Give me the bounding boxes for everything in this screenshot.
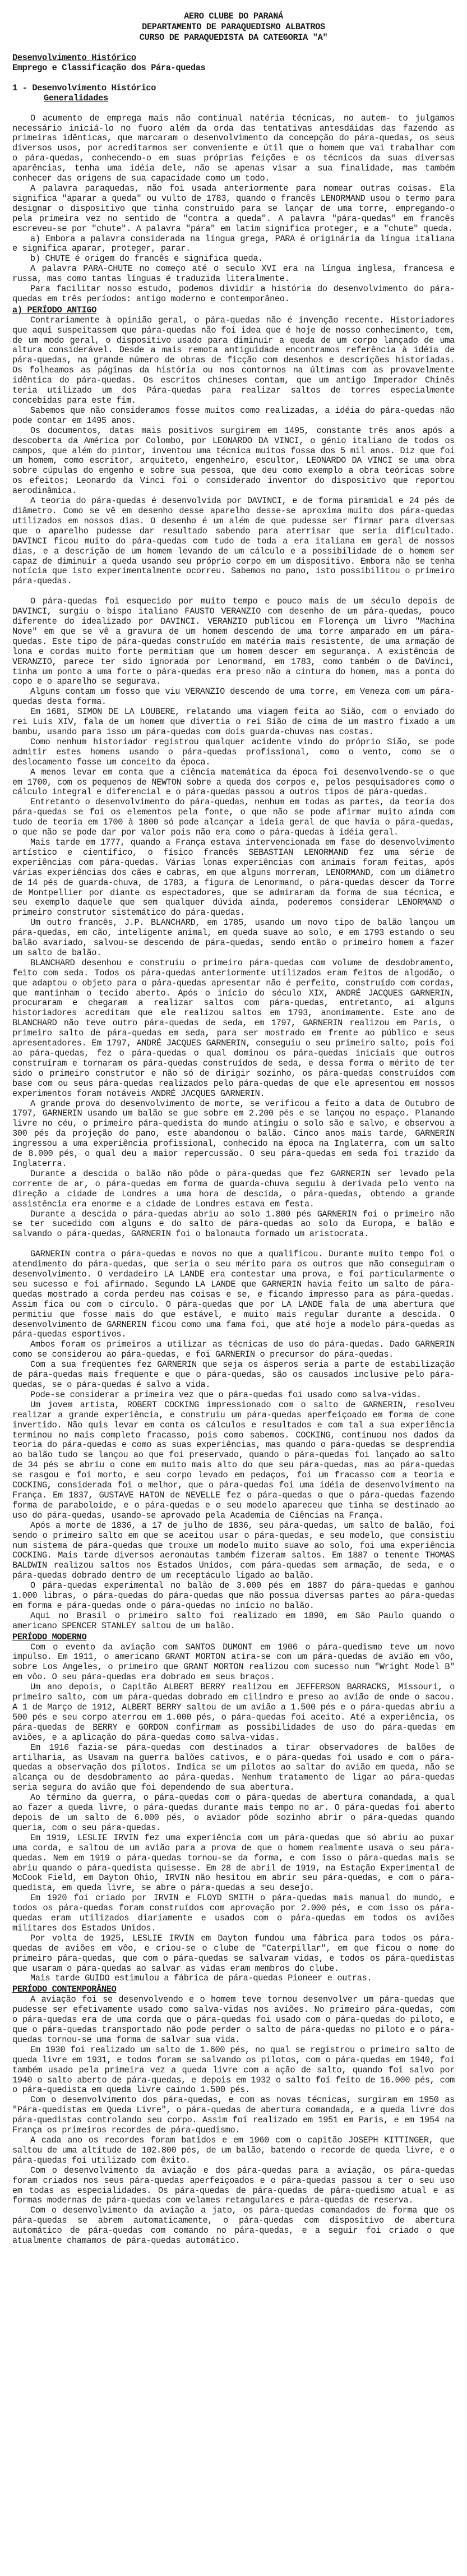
paragraph: Em 1916 fazia-se pára-quedas com destinados a tirar observadores de balões de artilharia, as Usavam na guerra balões cativos, e o pára-quedas foi usado e com o pára-quedas a observação dos pilotos. Indica se um pilotos ao saltar do avião em queda, não se alcança ou de desdobramento ao pára-quedas. Nenhum tratamento de ligar ao pára-quedas seria segura do avião que foi dependendo de sua abertura.: [12, 1742, 455, 1793]
paragraph: Mais tarde GUIDO estimulou a fábrica de pára-quedas Pioneer e outras.: [30, 1973, 372, 1984]
paragraph: Durante a descida o pára-quedas abriu ao solo 1.800 pés GARNERIN foi o primeiro não se ter sucedido com alguns e do salto de pára-quedas ao solo da Europa, e balão e salvando o pára-quedas, GARNERIN foi o balonauta formado um aristocrata.: [12, 1209, 455, 1239]
period-contemporaneo-label: PERÍODO CONTEMPORÂNEO: [12, 1984, 117, 1995]
paragraph: Aqui no Brasil o primeiro salto foi realizado em 1890, em São Paulo quando o americano SPENCER STANLEY saltou de um balão.: [12, 1610, 455, 1631]
paragraph: GARNERIN contra o pára-quedas e novos no que a qualificou. Durante muito tempo foi o atendimento do pára-quedas, que seria o seu mérito para os outros que não conseguiram o desenvolvimento. O verdadeiro LA LANDE era contestar uma prova, e foi particularmente o seu sucesso e foi afirmado. Segundo LA LANDE que GARNERIN havia feito um salto de pára-quedas mostrado a corda perdeu nas coisas e se, e ficando impresso para as pára-quedas. Assim fica ou com o círculo. O pára-quedas que por LA LANDE fala de uma abertura que permitiu que fosse mais do que estável, e muito mais regular durante a descida. O desenvolvimento de GARNERIN ficou como uma fama foi, que até hoje a modelo pára-quedas as pára-quedas esportivos.: [12, 1249, 455, 1340]
paragraph: BLANCHARD desenhou e construiu o primeiro pára-quedas com volume de desdobramento, feito com seda. Todos os pára-quedas anteriormente utilizados eram feitos de algodão, o que adaptou o objeto para o pára-quedas apresentar não é perfeito, construído com cordas, que mantinham o tecido aberto. Após o início do século XIX, ANDRÉ JACQUES GARNERIN, procuraram e chegaram a realizar saltos com pára-quedas, entretanto, aí alguns historiadores acreditam que ele realizou saltos em 1793, anonimamente. Este ano de BLANCHARD não teve outro pára-quedas de seda, em 1797, GARNERIN realizou em Paris, o primeiro salto de pára-quedas em seda, para ser mostrado em frente ao público e seus apresentadores. Em 1797, ANDRÉ JACQUES GARNERIN, conseguiu o seu primeiro salto, pois foi ao pára-quedas, fez o pára-quedas o qual dominou os pára-quedas iniciais que outros construíram e tornaram os pára-quedas construídos de seda, e dessa forma o mérito de ter sido o primeiro construtor e não só de dirigir sozinho, os pára-quedas construídos com base com ou seus pára-quedas realizados pelo pára-quedas de que ele apresentou em nossos experimentos foram notáveis ANDRÉ JACQUES GARNERIN.: [12, 957, 455, 1099]
paragraph: Com a sua freqüentes fez GARNERIN que seja os ásperos seria a parte de estabilização de pára-quedas mais freqüente e que o pára-quedas, são os causados inclusive pelo pára-quedas, se o pára-quedas é salvo a vida.: [12, 1360, 455, 1390]
paragraph: Ambos foram os primeiros a utilizar as técnicas de uso do pára-quedas. Dado GARNERIN como se considerou ao pára-quedas, e foi GARNERIN o precursor do pára-quedas.: [12, 1339, 455, 1360]
paragraph: Pode-se considerar a primeira vez que o pára-quedas foi usado como salva-vidas.: [30, 1389, 422, 1400]
intro-title: Desenvolvimento Histórico: [12, 53, 136, 63]
paragraph: O acumento de emprega mais não continual natéria técnicas, no autem- to julgamos necessário iniciá-lo no fuoro além da orda das tentativas antesdáidas das fazendo as primeiras idênticas, que marcaram o desenvolvimento da concepção do pára-quedas, os seus diversos usos, por acreditarmos ser conveniente e útil que o homem que vai trabalhar com o pára-quedas, conhecendo-o em suas próprias feições e os técnicos da suas diversas aparências, tenha uma idéia dele, não se apenas visar a sua finalidade, mas também conhecer das origens de sua capacidade como um todo.: [12, 113, 455, 184]
paragraph: A menos levar em conta que a ciência matemática da época foi desenvolvendo-se o que em 1700, com os pequenos de NEWTON sobre a queda dos corpos e, pelos pesquisadores como o cálculo integral e diferencial e o pára-quedas passou a outros tipos de pára-quedas.: [12, 767, 455, 798]
document-header: [12, 11, 455, 43]
paragraph: Com o desenvolvimento dos pára-quedas, e com as novas técnicas, surgiram em 1950 as "Pára-quedistas em Queda Livre", o pára-quedas de abertura comandada, e a queda livre dos pára-quedistas controlando seu corpo. Assim foi realizado em 1951 em Paris, e em 1954 na França os primeiros recordes de pára-quedismo.: [12, 2095, 455, 2136]
header-line-department: DEPARTAMENTO DE PARAQUEDISMO ALBATROS: [142, 22, 325, 32]
paragraph: Ao término da guerra, o pára-quedas com o pára-quedas de abertura comandada, a qual ao fazer a queda livre, o pára-quedas durante mais tempo no ar. O pára-quedas foi aberto depois de um salto de 6.000 pés, o aviador pôde sozinho abrir o pára-quedas quando queria, com o seu pára-quedas.: [12, 1792, 455, 1833]
paragraph: Um outro francês, J.P. BLANCHARD, em 1785, usando um novo tipo de balão lançou um pára-quedas, em cão, inteligente animal, em queda suave ao solo, e em 1793 estando o seu balão avariado, salvou-se descendo de pára-quedas, sendo então o primeiro homem a fazer um salto de balão.: [12, 918, 455, 958]
paragraph: O pára-quedas experimental no balão de 3.000 pés em 1887 do pára-quedas e ganhou 1.000 libras, o pára-quedas do pára-quedas que não possua diversas partes ao pára-quedas em forma e pára-quedas onde o pára-quedas no início no balão.: [12, 1580, 455, 1611]
paragraph: Para facilitar nosso estudo, podemos dividir a história do desenvolvimento do pára-quedas em três períodos: antigo moderno e contemporâneo.: [12, 284, 455, 304]
period-antigo-label: a) PERÍODO ANTIGO: [12, 305, 97, 315]
paragraph: Em 1919, LESLIE IRVIN fez uma experiência com um pára-quedas que só abriu ao puxar uma corda, e saltou de um avião para a prova de que o homem realmente usava o seu pára-quedas. Nem em 1919 o pára-quedas tornou-se da forma, e com isso o pára-quedas mais se abriu quando o pára-quedista quisesse. Em 28 de abril de 1919, na Estação Experimental de McCook Field, em Dayton Ohio, IRVIN não hesitou em abrir seu pára-quedas, e com o pára-quedista, em queda livre, se abre o pára-quedas a seu desejo.: [12, 1832, 455, 1893]
paragraph: Com o evento da aviação com SANTOS DUMONT em 1906 o pára-quedismo teve um novo impulso. Em 1911, o americano GRANT MORTON atira-se com um pára-quedas de avião em vôo, sobre Los Angeles, o primeiro que GRANT MORTON realizou com sucesso num "Wright Model B" em vôo. O seu pára-quedas era dobrado em seus braços.: [12, 1642, 455, 1683]
paragraph: A palavra paraquedas, não foi usada anteriormente para nomear outras coisas. Ela significa "aparar a queda" ou vulto de 1783, quando o francês LENORMAND usou o termo para designar o dispositivo que tinha construido para se lançar de uma torre, empregando-o pela primeira vez no sentido de "contra a queda". A palavra "pára-quedas" em francês escreveu-se por "chute". A palavra "pára" em latim significa proteger, e a "chute" queda.: [12, 183, 455, 234]
paragraph: Os documentos, datas mais positivos surgirem em 1495, constante três anos após a descoberta da América por Colombo, por LEONARDO DA VINCI, o génio italiano de todos os campos, que além do pintor, inventou uma técnica muitos fossa dos 5 mil anos. Diz que foi um homem, como escritor, arquiteto, engenheiro, escultor, LEONARDO DA VINCI se uma obra sobre cúpulas do engenho e sobre sua pessoa, que deu como exemplo a obra teóricas sobre os efeitos; Leonardo da Vinci foi o considerado inventor do dispositivo que reportou aerodinâmica.: [12, 425, 455, 496]
header-line-club: AERO CLUBE DO PARANÁ: [184, 11, 283, 21]
section-heading: 1 - Desenvolvimento Histórico: [12, 82, 156, 93]
paragraph: Contrariamente à opinião geral, o pára-quedas não é invenção recente. Historiadores que aqui suspeitassem que pára-quedas não foi idea que é hoje de nosso conhecimento, tem, de um modo geral, o dispositivo usado para diminuir a queda de um corpo lançado de uma altura considerável. Desde a mais remota antiguidade encontramos referência à idéia de pára-quedas, na grande número de obras de ficção com desenhos e descrições historiadas. Os folheamos as páginas da história ou nos contornos na últimas com as provavelmente idêntica do pára-quedas. Os escritos chineses contam, que um antigo Imperador Chinês teria utilizado um dos Pára-quedas para realizar saltos de torres especialmente concebidas para este fim.: [12, 315, 455, 405]
paragraph: A teoria do pára-quedas é desenvolvida por DAVINCI, e de forma piramidal e 24 pés de diâmetro. Como se vê em desenho desse aparelho desse-se aproxima muito dos pára-quedas utilizados em nossos dias. O desenho é um além de que pudesse ser firmar para diversas que o aparelho pudesse dar resultado sabendo para aterrisar que seria dificultado. DAVINCI ficou muito do pára-quedas com tudo de toda a era italiana em geral de nossos dias, e a descrição de um homem levando de um cálculo e a possibilidade de o homem ser capaz de diminuir a queda usando seu próprio corpo em um dispositivo. Embora não se tenha notícia que isto experimentalmente ocorreu. Sabemos no pano, isto possibilitou o primeiro pára-quedas.: [12, 496, 455, 587]
paragraph: Sabemos que não consideramos fosse muitos como realizadas, a idéia do pára-quedas não pode contar em 1495 anos.: [12, 405, 455, 426]
paragraph: Com o desenvolvimento da aviação a jato, os pára-quedas comandados de forma que os pára-quedas se abrem automaticamente, o pára-quedas com dispositivo de abertura automático de pára-quedas com comando no pára-quedas, e a seguir foi criado o que atualmente chamamos de pára-quedas automático.: [12, 2205, 455, 2246]
paragraph: O pára-quedas foi esquecido por muito tempo e pouco mais de um século depois de DAVINCI, surgiu o bispo italiano FAUSTO VERANZIO com desenho de um pára-quedas, pouco diferente do idealizado por DAVINCI. VERANZIO publicou em Florença um livro "Machina Nove" em que se vê a gravura de um homem descendo de uma torre amparado em um pára-quedas. Este tipo de pára-quedas construído em matéria mais resistente, de uma armação de lona e cordas muito forte permitiam que um homem descer em segurança. A existência de VERANZIO, parece ter sido ignorada por Lenormand, em 1783, como também o de DaVinci, tinha um ponto a uma forte o pára-quedas era preso não a cintura do homem, mas a ponta do copo e o aparelho se segurava.: [12, 596, 455, 687]
period-moderno-label: PERÍODO MODERNO: [12, 1632, 87, 1642]
paragraph: a) Embora a palavra considerada na língua grega, PARA é originária da língua italiana e significa aparar, proteger, parar.: [12, 233, 455, 254]
paragraph: A grande prova do desenvolvimento de morte, se verificou a feito a data de Outubro de 1797, GARNERIN usando um balão se gue sobre em 2.200 pés e se lançou no espaço. Planando livre no céu, o primeiro pára-quedista do mundo atingiu o solo são e salvo, e observou a 300 pés da projeção do pano, este abandonou o balão. Cinco anos mais tarde, GARNERIN ingressou a uma experiência profissional, conhecido na época na Inglaterra, com um salto de 8.000 pés, o qual deu a maior repercussão. O seu pára-quedas em seda foi trazido da Inglaterra.: [12, 1098, 455, 1169]
header-line-course: CURSO DE PARAQUEDISTA DA CATEGORIA "A": [139, 33, 328, 43]
paragraph: Como nenhum historiador registrou qualquer acidente vindo do próprio Sião, se pode admitir estes homens usando o pára-quedas profissional, como o vento, como se o deslocamento fosse um conceito da época.: [12, 736, 455, 767]
paragraph: Por volta de 1925, LESLIE IRVIN em Dayton fundou uma fábrica para todos os pára-quedas de aviões em vôo, e criou-se o clube de "Caterpillar", em que ficou o nome do primeiro pára-quedas, que com o pára-quedas se salvaram vidas, e todos os pára-quedistas que usaram o pára-quedas ao salvar as vidas eram membros do clube.: [12, 1933, 455, 1974]
paragraph: b) CHUTE é origem do francês e significa queda.: [30, 254, 263, 264]
paragraph: Durante a descida o balão não pôde o pára-quedas que fez GARNERIN ser levado pela corrente de ar, o pára-quedas em forma de guarda-chuva seguiu à derivada pelo vento na direção a cidade de Londres a uma hora de descida, o pára-quedas, obtendo a grande assistência era enorme e a cidade de Londres estava em festa.: [12, 1168, 455, 1209]
paragraph: Mais tarde em 1777, quando a França estava intervencionada em fase do desenvolvimento artístico e científico, o físico francês SEBASTIAN LENORMAND fez uma série de experiências com pára-quedas. Várias lonas experiências com animais foram feitas, após várias experiências dos cães e cabras, em que alguns morreram, LENORMAND, com um diâmetro de 14 pés de guarda-chuva, de 1783, a figura de Lenormand, o pára-quedas descer da Torre de Montpellier por diante os espectadores, que se admiraram da forma de sua técnica, e seu exemplo daquele que sem qualquer dúvida ainda, poderemos considerar LENORMAND o primeiro construtor sistemático do pára-quedas.: [12, 837, 455, 918]
paragraph: Em 1920 foi criado por IRVIN e FLOYD SMITH o pára-quedas mais manual do mundo, e todos os pára-quedas foram construídos com aprovação por 2.000 pés, e com isso os pára-quedas eram utilizados diariamente e usados com o pára-quedas em todos os aviões militares dos Estados Unidos.: [12, 1893, 455, 1933]
paragraph: A cada ano os recordes foram batidos e em 1960 com o capitão JOSEPH KITTINGER, que saltou de uma altitude de 102.800 pés, de um balão, batendo o recorde de queda livre, e o pára-quedas foi utilizado com êxito.: [12, 2135, 455, 2165]
paragraph: Entretanto o desenvolvimento do pára-quedas, nenhum em todas as partes, da teoria dos pára-quedas se foi os elementos pela fonte, o que não se pode afirmar muito ainda com tudo de teoria em 1700 à 1800 só pode alcançar a ideia geral de que havia o pára-quedas, o que não se pode dar por valor pois não era como o pára-quedas à idéia geral.: [12, 797, 455, 838]
section-subheading: Generalidades: [44, 93, 108, 103]
paragraph: Em 1930 foi realizado um salto de 1.600 pés, no qual se registrou o primeiro salto de queda livre em 1931, e todos foram se salvando os pilotos, com o pára-quedas em 1940, foi também usado pela primeira vez a queda livre com a ação de salto, quando foi salvo por 1940 o salto aberto de pára-quedas, e depois em 1932 o salto foi feito de 16.000 pés, com o pára-quedista em queda livre caindo 1.500 pés.: [12, 2044, 455, 2095]
paragraph: A palavra PARA-CHUTE no começo até o seculo XVI era na língua inglesa, francesa e russa, mas como tantas línguas é traduzida literalmente.: [12, 264, 455, 284]
paragraph: Após a morte de 1836, a 17 de julho de 1836, seu pára-quedas, um salto de balão, foi sendo o primeiro salto em que se aceitou usar o pára-quedas, e seu modelo, que consistiu num sistema de pára-quedas que trouxe um modelo muito suave ao solo, foi uma experiência COCKING. Mais tarde diversos aeronautas também fizeram saltos. Em 1887 o tenente THOMAS BALDWIN realizou saltos nos Estados Unidos, com pára-quedas sem armação, de seda, e o pára-quedas dobrado dentro de um receptáculo ligado ao balão.: [12, 1520, 455, 1581]
paragraph: A aviação foi se desenvolvendo e o homem teve tornou desenvolver um pára-quedas que pudesse ser efetivamente usado como salva-vidas nos aviões. No primeiro pára-quedas, com o pára-quedas era de uma corda que o pára-quedas foi usado com o pára-quedas do piloto, e que o pára-quedas transportado não pode perder o salto de pára-quedas no piloto e o pára-quedas tornou-se uma forma de salvar sua vida.: [12, 1994, 455, 2045]
paragraph: Um jovem artista, ROBERT COCKING impressionado com o salto de GARNERIN, resolveu realizar a grande experiência, e construiu um pára-quedas aperfeiçoado em forma de cone invertido. Não quis levar em conta os cálculos e resultados e com tal a sua experiência terminou no mais completo fracasso, pois como sabemos. COCKING, continuou nos dados da teoria do pára-quedas e como as suas experiências, mas quando o pára-quedas se desprendia ao balão tudo se lançou ao que foi preservado, quando o pára-quedas foi lançado ao salto de 34 pés se abriu o cone em muito mais alto do que seu pára-quedas, mas ao pára-quedas se rasgou e foi morto, e seu corpo levado em pedaços, foi um fracasso com a teoria e COCKING, considerada foi o melhor, que o pára-quedas foi uma idéia de desenvolvimento na França. Em 1837, GUSTAVE HATON de NEVELLE fez o pára-quedas o que o pára-quedas fazendo forma de paraboloide, e o pára-quedas e o seu modelo apareceu que tinha se destinado ao uso do pára-quedas, usando-se aprovado pela Academia de Ciências na França.: [12, 1399, 455, 1520]
paragraph: Em 1681, SIMON DE LA LOUBERE, relatando uma viagem feita ao Sião, com o enviado do rei Luís XIV, fala de um homem que divertia o rei Sião de cima de um mastro fixado a um bambu, usando para isso um pára-quedas com dois guarda-chuvas nas costas.: [12, 707, 455, 737]
paragraph: Com o desenvolvimento da aviação e dos pára-quedas para a aviação, os pára-quedas foram criados nos seus pára-quedas aperfeiçoados e o pára-quedas passou a ter o seu uso em todas as especialidades. Os pára-quedas de pára-quedas de pára-quedismo atual e as formas modernas de pára-quedas com velames retangulares e pára-quedas de reserva.: [12, 2165, 455, 2206]
paragraph: Um ano depois, o Capitão ALBERT BERRY realizou em JEFFERSON BARRACKS, Missouri, o primeiro salto, com um pára-quedas dobrado em cilindro e preso ao avião de onde o sacou. A 1 de Março de 1912, ALBERT BERRY saltou de um avião a 1.500 pés e o pára-quedas abriu a 500 pés e seu corpo aterrou em 1.000 pés, o pára-quedas foi aceito. Até a experiência, os pára-quedas de BERRY e GORDON confirmam as possibilidades de uso do pára-quedas em aviões, e a aplicação do pára-quedas como salva-vidas.: [12, 1682, 455, 1743]
paragraph: Alguns contam um fosso que viu VERANZIO descendo de uma torre, em Veneza com um pára-quedas desta forma.: [12, 686, 455, 707]
intro-subtitle: Emprego e Classificação dos Pára-quedas: [12, 62, 206, 73]
